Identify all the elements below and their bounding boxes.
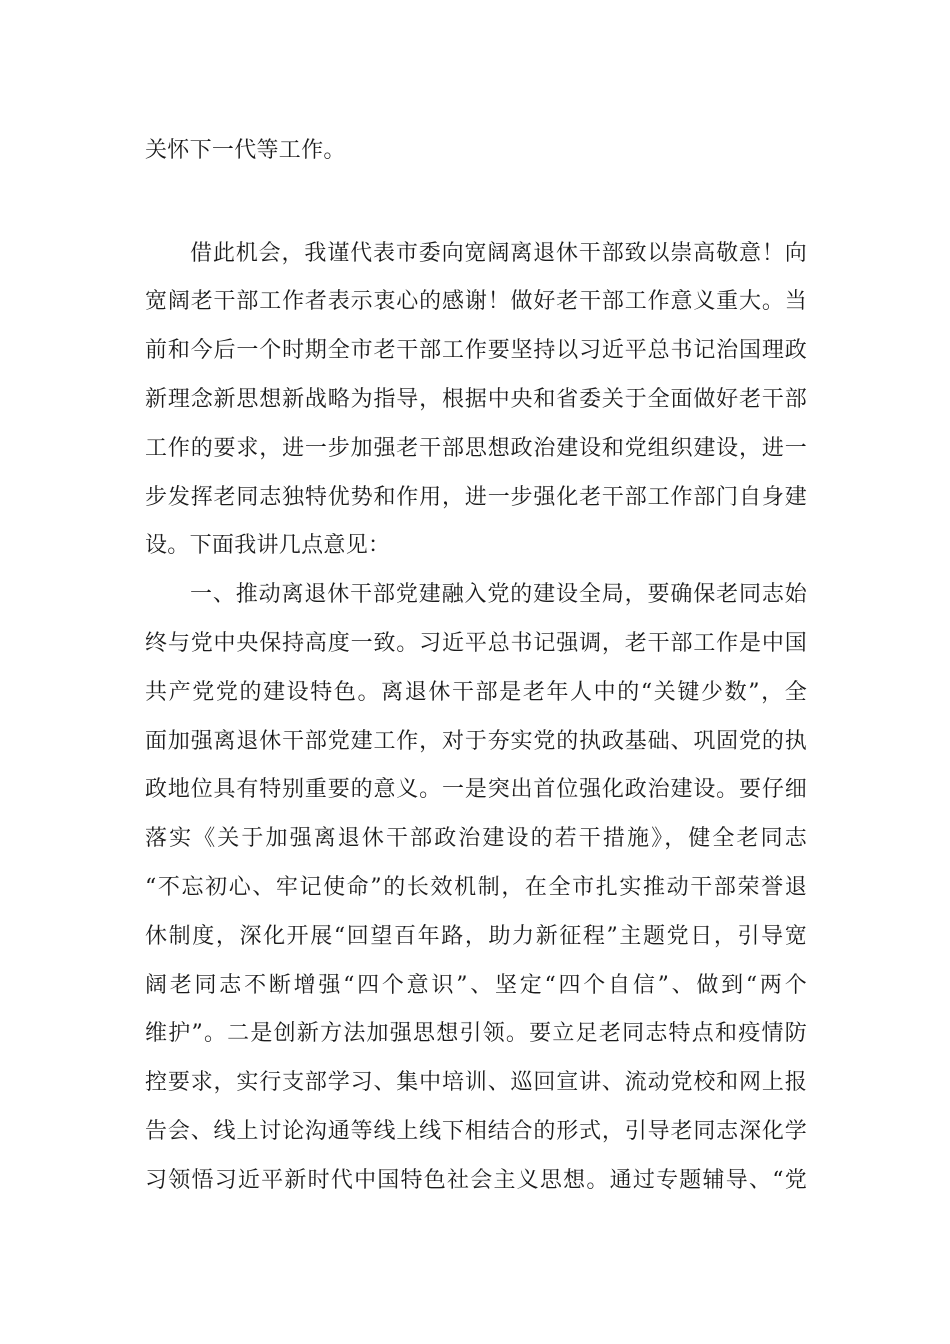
text-line: 习领悟习近平新时代中国特色社会主义思想。通过专题辅导、“党: [145, 1168, 807, 1193]
text-line: 告会、线上讨论沟通等线上线下相结合的形式，引导老同志深化学: [145, 1119, 807, 1144]
text-line: 终与党中央保持高度一致。习近平总书记强调，老干部工作是中国: [145, 631, 807, 656]
text-line: 步发挥老同志独特优势和作用，进一步强化老干部工作部门自身建: [145, 485, 807, 510]
text-line: 维护”。二是创新方法加强思想引领。要立足老同志特点和疫情防: [145, 1021, 807, 1046]
text-line: 关怀下一代等工作。: [145, 138, 346, 163]
text-line: 面加强离退休干部党建工作，对于夯实党的执政基础、巩固党的执: [145, 729, 807, 754]
text-line: “不忘初心、牢记使命”的长效机制，在全市扎实推动干部荣誉退: [145, 875, 807, 900]
text-line: 工作的要求，进一步加强老干部思想政治建设和党组织建设，进一: [145, 436, 807, 461]
text-line: 共产党党的建设特色。离退休干部是老年人中的“关键少数”，全: [145, 680, 807, 705]
paragraph-first-line: 借此机会，我谨代表市委向宽阔离退休干部致以崇高敬意！向: [190, 241, 807, 266]
text-line: 休制度，深化开展“回望百年路，助力新征程”主题党日，引导宽: [145, 924, 807, 949]
paragraph-first-line: 一、推动离退休干部党建融入党的建设全局，要确保老同志始: [190, 582, 807, 607]
text-line: 阔老同志不断增强“四个意识”、坚定“四个自信”、做到“两个: [145, 973, 807, 998]
text-line: 政地位具有特别重要的意义。一是突出首位强化政治建设。要仔细: [145, 777, 807, 802]
text-line: 新理念新思想新战略为指导，根据中央和省委关于全面做好老干部: [145, 387, 807, 412]
text-line: 落实《关于加强离退休干部政治建设的若干措施》，健全老同志: [145, 826, 807, 851]
text-line: 宽阔老干部工作者表示衷心的感谢！做好老干部工作意义重大。当: [145, 289, 807, 314]
text-line: 设。下面我讲几点意见：: [145, 533, 391, 558]
text-line: 前和今后一个时期全市老干部工作要坚持以习近平总书记治国理政: [145, 338, 807, 363]
text-line: 控要求，实行支部学习、集中培训、巡回宣讲、流动党校和网上报: [145, 1070, 807, 1095]
